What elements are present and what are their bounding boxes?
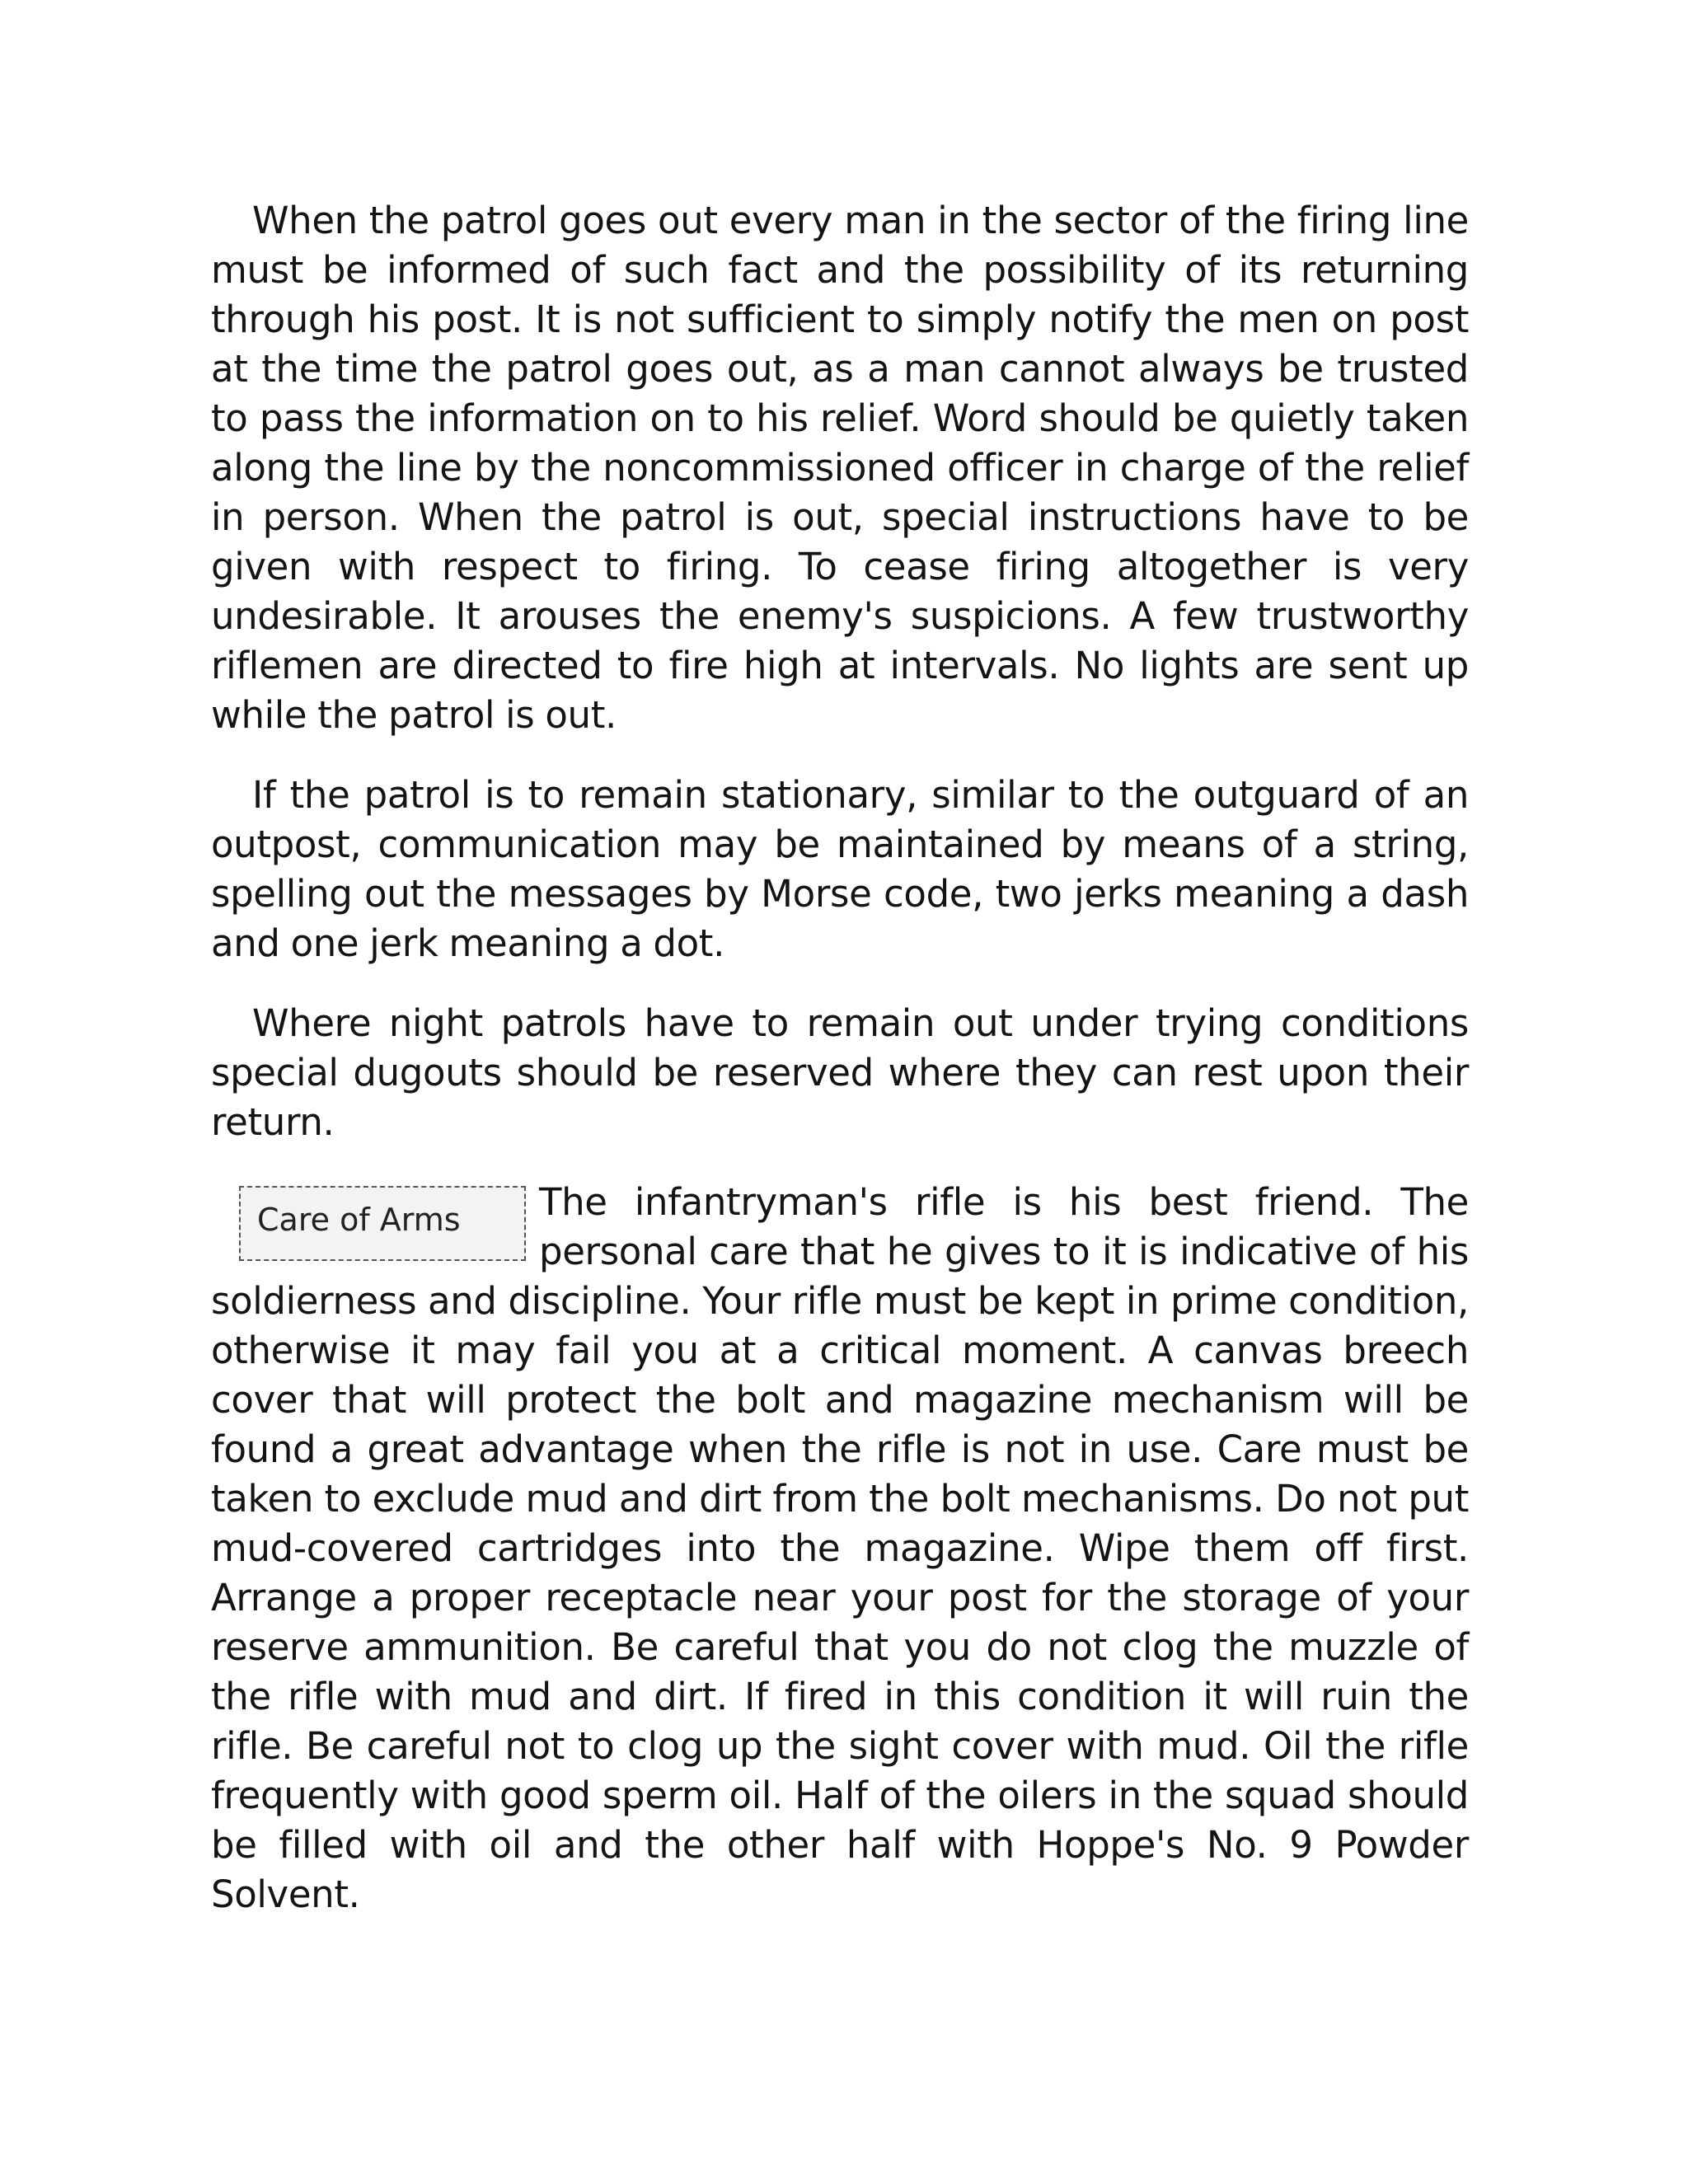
sidenote-care-of-arms: Care of Arms: [239, 1186, 526, 1261]
paragraph-night-patrol-dugouts: Where night patrols have to remain out under trying conditions special dugouts should be reserved where they can rest upon their return.: [211, 1001, 1469, 1144]
page-text: [211, 196, 1469, 1950]
paragraph-stationary-patrol: If the patrol is to remain stationary, similar to the outguard of an outpost, communication may be maintained by means of a string, spelling out the messages by Morse code, two jerks meaning a dash and one jerk meaning a dot.: [211, 773, 1469, 965]
section-care-of-arms: [211, 1178, 1469, 1919]
paragraph-patrol-notification: When the patrol goes out every man in the sector of the firing line must be informed of such fact and the possibility of its returning through his post. It is not sufficient to simply notify the men on post at the time the patrol goes out, as a man cannot always be trusted to pass the information on to his relief. Word should be quietly taken along the line by the noncommissioned officer in charge of the relief in person. When the patrol is out, special instructions have to be given with respect to firing. To cease firing altogether is very undesirable. It arouses the enemy's suspicions. A few trustworthy riflemen are directed to fire high at intervals. No lights are sent up while the patrol is out.: [211, 199, 1469, 737]
paragraph-care-of-arms: The infantryman's rifle is his best friend. The personal care that he gives to it is indicative of his soldierness and discipline. Your rifle must be kept in prime condition, otherwise it may fail you at a critical moment. A canvas breech cover that will protect the bolt and magazine mechanism will be found a great advantage when the rifle is not in use. Care must be taken to exclude mud and dirt from the bolt mechanisms. Do not put mud-covered cartridges into the magazine. Wipe them off first. Arrange a proper receptacle near your post for the storage of your reserve ammunition. Be careful that you do not clog the muzzle of the rifle with mud and dirt. If fired in this condition it will ruin the rifle. Be careful not to clog up the sight cover with mud. Oil the rifle frequently with good sperm oil. Half of the oilers in the squad should be filled with oil and the other half with Hoppe's No. 9 Powder Solvent.: [211, 1180, 1469, 1916]
